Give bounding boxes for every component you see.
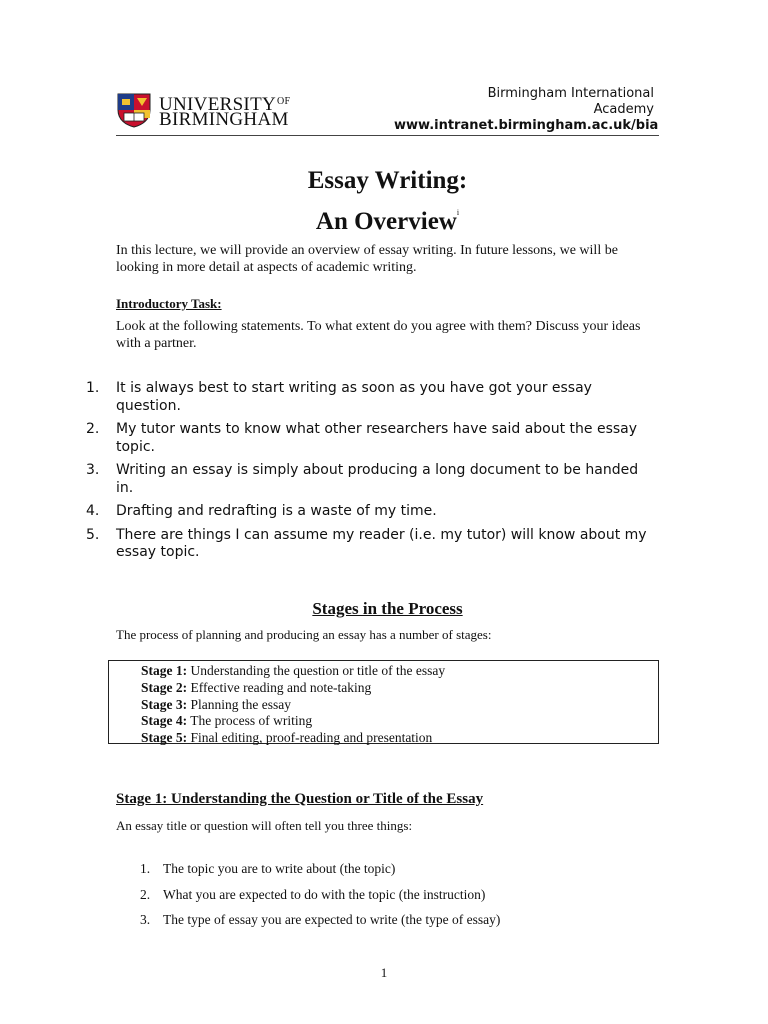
- list-item: 4. Drafting and redrafting is a waste of my time.: [86, 503, 437, 519]
- academy-header: [394, 86, 659, 134]
- list-item: 3. Writing an essay is simply about producing a long document to be handed in.: [86, 462, 639, 496]
- list-item: 2. What you are expected to do with the topic (the instruction): [140, 886, 486, 902]
- intro-paragraph: In this lecture, we will provide an overview of essay writing. In future lessons, we will be looking in more detail at aspects of academic writing.: [116, 243, 618, 275]
- document-title-line1: Essay Writing:: [307, 167, 468, 194]
- stage-row: Stage 1: Understanding the question or title of the essay: [141, 663, 446, 678]
- stages-box: [108, 660, 659, 744]
- list-item: 5. There are things I can assume my reader (i.e. my tutor) will know about my essay topic.: [86, 526, 647, 560]
- university-crest-icon: [116, 92, 152, 128]
- three-things-list: [140, 861, 500, 938]
- stage-row: Stage 5: Final editing, proof-reading and presentation: [141, 730, 433, 746]
- statements-list: [86, 380, 656, 568]
- academy-url[interactable]: www.intranet.birmingham.ac.uk/bia: [394, 118, 659, 133]
- document-title-line2: An Overview$^i$: [315, 208, 460, 235]
- list-item: 1. It is always best to start writing as soon as you have got your essay question.: [86, 380, 592, 414]
- university-logo: [116, 90, 306, 130]
- list-item: 2. My tutor wants to know what other researchers have said about the essay topic.: [86, 421, 638, 455]
- list-item: 1. The topic you are to write about (the topic): [140, 861, 396, 876]
- academy-name-line2: Academy: [593, 102, 654, 117]
- stage-row: Stage 4: The process of writing: [141, 713, 313, 729]
- stage1-intro: An essay title or question will often tell you three things:: [116, 818, 413, 833]
- stages-intro: The process of planning and producing an essay has a number of stages:: [116, 627, 492, 642]
- academy-name-line1: Birmingham International: [487, 86, 654, 101]
- stages-heading: Stages in the Process: [312, 599, 463, 618]
- university-name-line2: BIRMINGHAM: [159, 109, 289, 130]
- stage-row: Stage 3: Planning the essay: [141, 696, 291, 712]
- stage-row: Stage 2: Effective reading and note-taking: [141, 679, 372, 695]
- header-divider: [116, 135, 659, 136]
- footnote-mark[interactable]: i: [456, 208, 460, 217]
- introductory-task-body: Look at the following statements. To what extent do you agree with them? Discuss your ideas with a partner.: [116, 319, 641, 351]
- page-number: 1: [380, 965, 388, 980]
- introductory-task-heading: Introductory Task:: [116, 296, 222, 311]
- list-item: 3. The type of essay you are expected to write (the type of essay): [140, 912, 501, 927]
- university-name-line1: $UNIVERSITY^{OF}$: [159, 94, 291, 115]
- stage1-heading: Stage 1: Understanding the Question or Title of the Essay: [116, 791, 484, 807]
